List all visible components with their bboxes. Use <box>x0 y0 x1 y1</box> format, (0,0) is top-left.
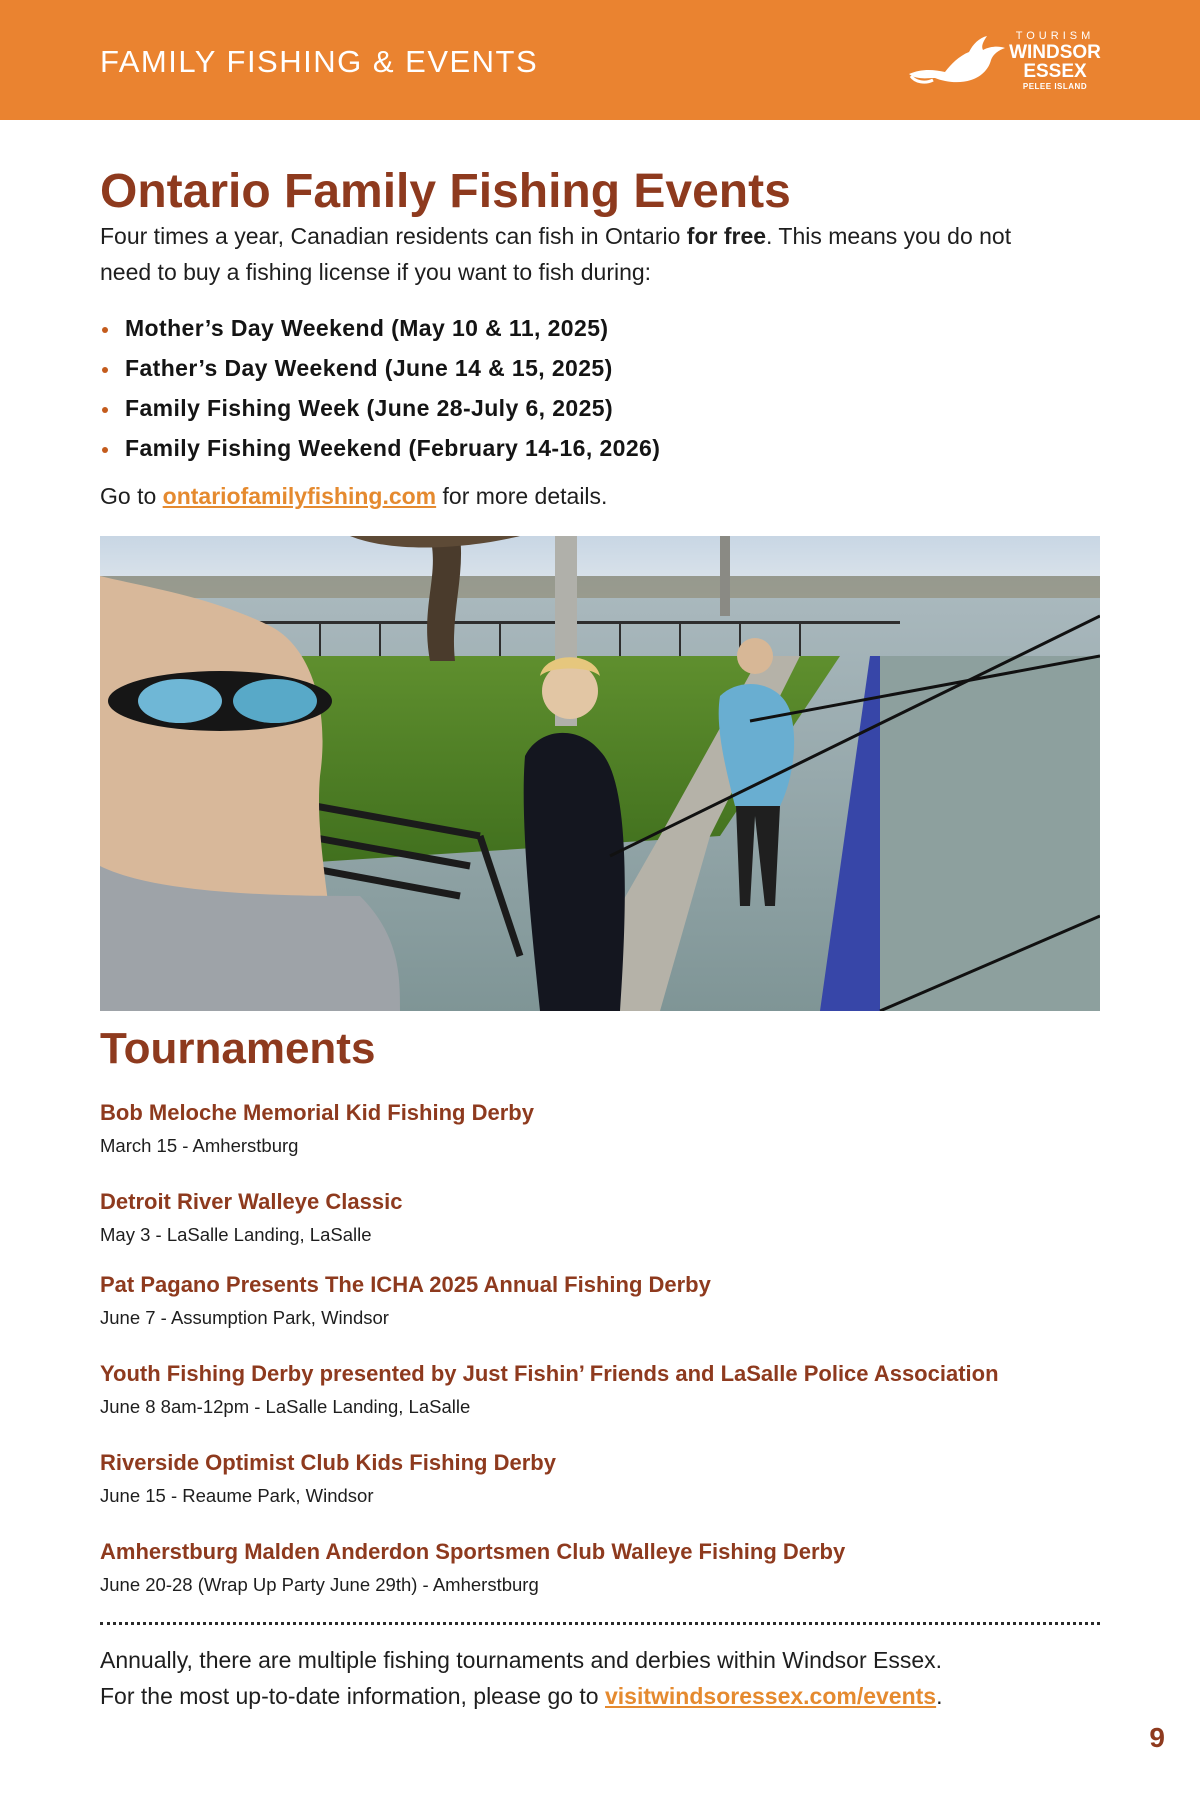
list-item: Family Fishing Weekend (February 14-16, 2026) <box>100 428 660 468</box>
details-text-start: Go to <box>100 483 163 509</box>
outro-text-end: . <box>936 1683 943 1709</box>
logo-tourism-text: TOURISM <box>1015 30 1095 42</box>
logo-wordmark <box>1005 30 1105 92</box>
intro-text-end: . This means you do not need to buy a fishing license if you want to fish during: <box>100 223 1012 285</box>
details-line <box>100 478 607 514</box>
ontario-family-fishing-link[interactable]: ontariofamilyfishing.com <box>162 483 437 509</box>
tournament-name: Riverside Optimist Club Kids Fishing Derby <box>100 1450 556 1475</box>
goose-icon <box>905 34 1007 90</box>
list-item: Family Fishing Week (June 28-July 6, 2025) <box>100 388 660 428</box>
visit-windsor-essex-events-link[interactable]: visitwindsoressex.com/events <box>605 1683 937 1709</box>
tourism-windsor-essex-logo[interactable] <box>905 30 1105 94</box>
list-item: Mother’s Day Weekend (May 10 & 11, 2025) <box>100 308 660 348</box>
dotted-divider <box>100 1622 1100 1625</box>
details-text-end: for more details. <box>436 483 608 509</box>
list-item: Father’s Day Weekend (June 14 & 15, 2025) <box>100 348 660 388</box>
tournament-detail: June 20-28 (Wrap Up Party June 29th) - Amherstburg <box>100 1574 539 1595</box>
header-bar <box>0 0 1200 120</box>
outro-line-1: Annually, there are multiple fishing tournaments and derbies within Windsor Essex. <box>100 1647 943 1673</box>
intro-bold-text: for free <box>686 223 767 249</box>
tournament-detail: June 7 - Assumption Park, Windsor <box>100 1307 389 1328</box>
tournament-detail: June 8 8am-12pm - LaSalle Landing, LaSalle <box>100 1396 471 1417</box>
logo-pelee-text: PELEE ISLAND <box>1022 82 1088 91</box>
tournament-name: Youth Fishing Derby presented by Just Fishin’ Friends and LaSalle Police Association <box>100 1361 999 1386</box>
page-title: Ontario Family Fishing Events <box>100 165 791 218</box>
intro-paragraph <box>100 218 1060 290</box>
tournament-name: Amherstburg Malden Anderdon Sportsmen Club Walleye Fishing Derby <box>100 1539 846 1564</box>
outro-text-start: For the most up-to-date information, please go to <box>100 1683 605 1709</box>
page-number: 9 <box>1149 1722 1165 1753</box>
outro-line-2 <box>100 1678 1100 1714</box>
free-fishing-dates-list <box>100 308 660 468</box>
tournament-name: Bob Meloche Memorial Kid Fishing Derby <box>100 1100 534 1125</box>
outro-paragraph <box>100 1642 1100 1714</box>
section-title: FAMILY FISHING & EVENTS <box>100 44 539 79</box>
tournament-detail: March 15 - Amherstburg <box>100 1135 299 1156</box>
tournament-detail: May 3 - LaSalle Landing, LaSalle <box>100 1224 372 1245</box>
tournaments-heading: Tournaments <box>100 1024 376 1073</box>
intro-text-start: Four times a year, Canadian residents can fish in Ontario <box>100 223 687 249</box>
tournament-detail: June 15 - Reaume Park, Windsor <box>100 1485 374 1506</box>
family-fishing-photo <box>100 536 1100 1011</box>
tournament-name: Detroit River Walleye Classic <box>100 1189 403 1214</box>
logo-essex-text: ESSEX <box>1023 61 1087 82</box>
photo-illustration <box>100 536 1100 1011</box>
logo-windsor-text: WINDSOR <box>1009 42 1101 63</box>
tournament-name: Pat Pagano Presents The ICHA 2025 Annual Fishing Derby <box>100 1272 711 1297</box>
